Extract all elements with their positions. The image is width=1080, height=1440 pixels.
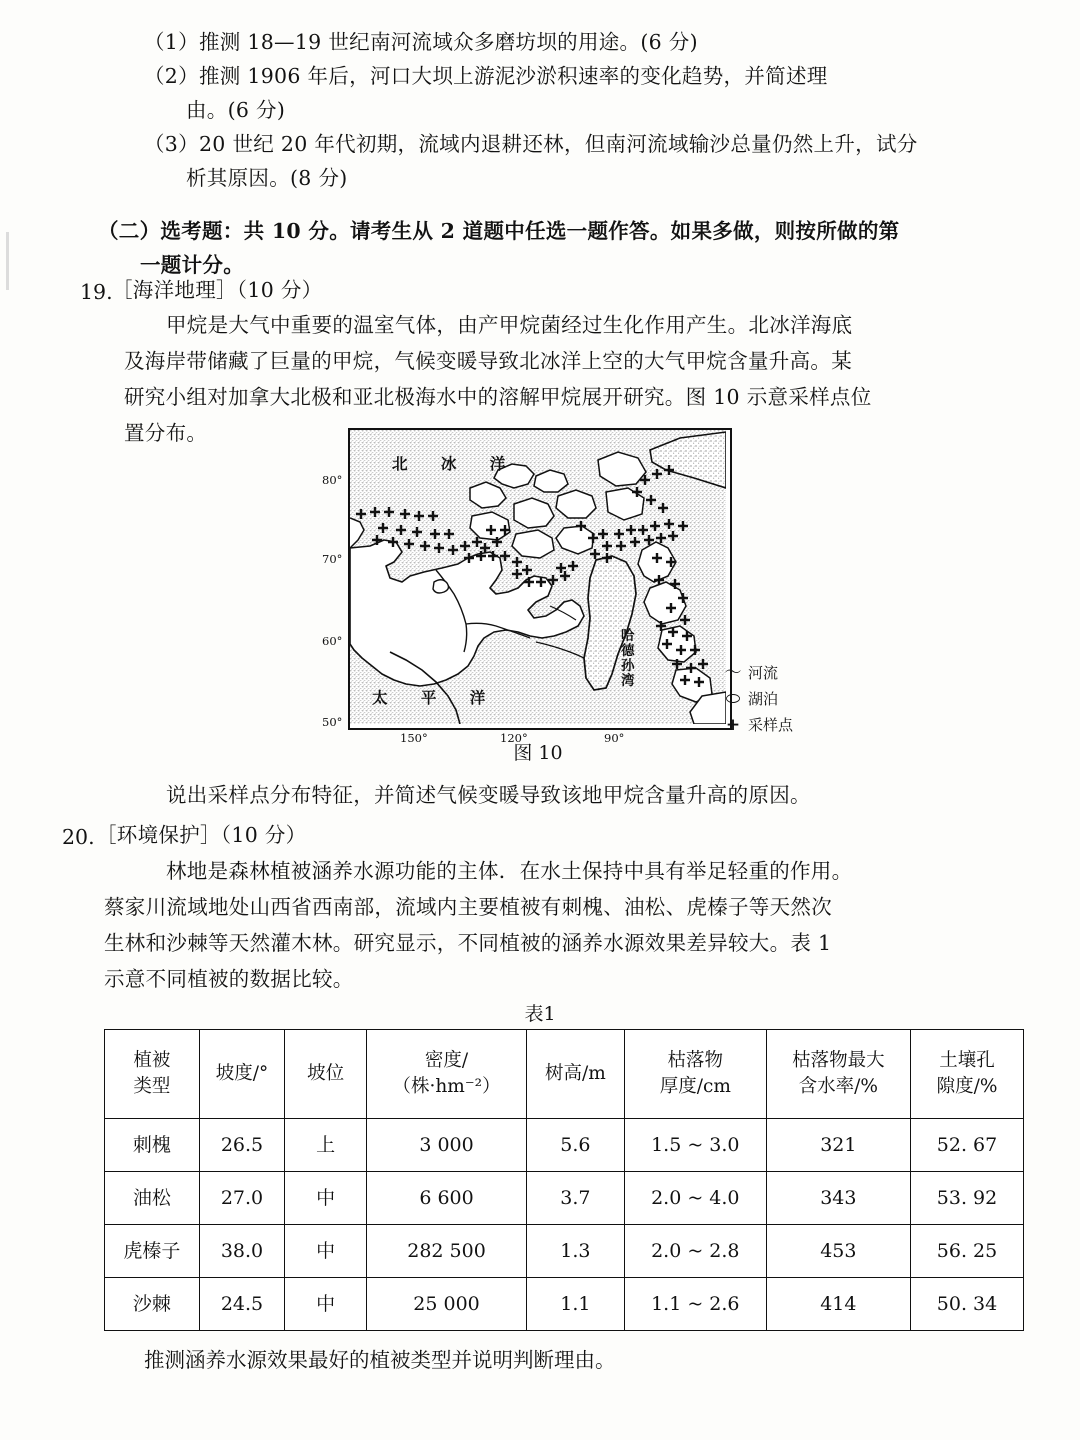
table-header-row <box>105 1030 1024 1119</box>
table-body <box>105 1119 1024 1331</box>
cell-vegetation-type: 虎榛子 <box>105 1225 200 1278</box>
cell-slope-gradient: 38.0 <box>199 1225 284 1278</box>
col-header-tree-height <box>526 1030 624 1119</box>
header-line-2: 隙度/% <box>936 1076 998 1097</box>
cell-vegetation-type: 沙棘 <box>105 1278 200 1331</box>
col-header-slope-position <box>285 1030 367 1119</box>
cell-slope-gradient: 27.0 <box>199 1172 284 1225</box>
cell-tree-height: 1.1 <box>526 1278 624 1331</box>
header-line-1: 坡位 <box>307 1063 345 1084</box>
cell-litter-thickness: 1.1 ~ 2.6 <box>624 1278 766 1331</box>
cell-density: 3 000 <box>367 1119 527 1172</box>
bay-label-hudson: 哈德孙湾 <box>621 628 635 689</box>
legend-row-river <box>718 660 793 686</box>
cell-litter-max-water-content: 414 <box>766 1278 910 1331</box>
cell-density: 25 000 <box>367 1278 527 1331</box>
table-row <box>105 1225 1024 1278</box>
question-20-body-line-3: 生林和沙棘等天然灌木林。研究显示，不同植被的涵养水源效果差异较大。表 1 <box>104 931 832 955</box>
question-18-part-3: （3）20 世纪 20 年代初期，流域内退耕还林，但南河流域输沙总量仍然上升，试分 <box>144 132 918 156</box>
cell-slope-position: 上 <box>285 1119 367 1172</box>
question-19-body-line-2: 及海岸带储藏了巨量的甲烷，气候变暖导致北冰洋上空的大气甲烷含量升高。某 <box>124 349 852 373</box>
cell-soil-porosity: 52. 67 <box>911 1119 1024 1172</box>
question-20-prompt: 推测涵养水源效果最好的植被类型并说明判断理由。 <box>144 1348 616 1372</box>
header-line-1: 土壤孔 <box>939 1050 995 1071</box>
page-edge-artifact <box>6 232 9 290</box>
col-header-litter-max-water-content <box>766 1030 910 1119</box>
legend-label-sample-point: 采样点 <box>748 716 794 734</box>
figure-10-caption: 图 10 <box>513 742 563 764</box>
section-header-line-2: 一题计分。 <box>140 253 244 277</box>
lon-tick-120: 120° <box>500 731 528 745</box>
header-line-1: 枯落物 <box>667 1050 724 1071</box>
cell-tree-height: 1.3 <box>526 1225 624 1278</box>
sample-point-icon: + <box>725 715 741 735</box>
cell-litter-max-water-content: 343 <box>766 1172 910 1225</box>
vegetation-data-table <box>104 1029 1024 1331</box>
lat-tick-50: 50° <box>322 715 343 729</box>
cell-slope-gradient: 24.5 <box>199 1278 284 1331</box>
lon-tick-150: 150° <box>400 731 428 745</box>
ocean-label-arctic: 北 冰 洋 <box>392 454 520 473</box>
cell-litter-max-water-content: 453 <box>766 1225 910 1278</box>
legend-row-lake <box>718 686 793 712</box>
question-20-body-line-2: 蔡家川流域地处山西省西南部，流域内主要植被有刺槐、油松、虎榛子等天然次 <box>104 895 832 919</box>
cell-soil-porosity: 56. 25 <box>911 1225 1024 1278</box>
lat-tick-60: 60° <box>322 634 343 648</box>
question-18-part-2: （2）推测 1906 年后，河口大坝上游泥沙淤积速率的变化趋势，并简述理 <box>144 64 828 88</box>
cell-density: 6 600 <box>367 1172 527 1225</box>
cell-slope-position: 中 <box>285 1278 367 1331</box>
cell-soil-porosity: 53. 92 <box>911 1172 1024 1225</box>
section-header-line-1: （二）选考题：共 10 分。请考生从 2 道题中任选一题作答。如果多做，则按所做的第 <box>98 219 900 243</box>
table-row <box>105 1278 1024 1331</box>
lake-icon: ⬭ <box>725 689 741 709</box>
question-18-part-1: （1）推测 18—19 世纪南河流域众多磨坊坝的用途。(6 分) <box>144 30 698 54</box>
question-20-number: 20. <box>62 825 95 849</box>
legend-row-sample-point <box>718 712 793 738</box>
question-19-body-line-3: 研究小组对加拿大北极和亚北极海水中的溶解甲烷展开研究。图 10 示意采样点位 <box>124 385 872 409</box>
question-19-title: ［海洋地理］（10 分） <box>112 278 323 302</box>
legend-label-lake: 湖泊 <box>748 690 779 708</box>
lon-tick-90: 90° <box>604 731 625 745</box>
col-header-litter-thickness <box>624 1030 766 1119</box>
question-20-body-line-4: 示意不同植被的数据比较。 <box>104 967 354 991</box>
cell-litter-thickness: 2.0 ~ 2.8 <box>624 1225 766 1278</box>
lat-tick-80: 80° <box>322 473 343 487</box>
table-row <box>105 1172 1024 1225</box>
cell-slope-position: 中 <box>285 1172 367 1225</box>
cell-litter-max-water-content: 321 <box>766 1119 910 1172</box>
col-header-density <box>367 1030 527 1119</box>
arctic-map-svg <box>350 430 726 724</box>
cell-vegetation-type: 油松 <box>105 1172 200 1225</box>
header-line-1: 坡度/° <box>215 1063 269 1084</box>
legend-label-river: 河流 <box>748 664 779 682</box>
header-line-2: 类型 <box>133 1076 171 1097</box>
question-19-body-line-1: 甲烷是大气中重要的温室气体，由产甲烷菌经过生化作用产生。北冰洋海底 <box>166 313 853 337</box>
header-line-1: 密度/ <box>424 1050 469 1071</box>
cell-slope-position: 中 <box>285 1225 367 1278</box>
table-1-caption: 表1 <box>524 1003 556 1025</box>
map-legend <box>718 660 793 738</box>
cell-litter-thickness: 1.5 ~ 3.0 <box>624 1119 766 1172</box>
header-line-1: 枯落物最大 <box>792 1050 885 1071</box>
col-header-vegetation-type <box>105 1030 200 1119</box>
lat-tick-70: 70° <box>322 552 343 566</box>
question-19-prompt: 说出采样点分布特征，并简述气候变暖导致该地甲烷含量升高的原因。 <box>166 783 811 807</box>
ocean-label-pacific: 太 平 洋 <box>372 688 500 707</box>
header-line-2: （株·hm⁻²） <box>392 1076 501 1097</box>
cell-tree-height: 5.6 <box>526 1119 624 1172</box>
cell-litter-thickness: 2.0 ~ 4.0 <box>624 1172 766 1225</box>
cell-density: 282 500 <box>367 1225 527 1278</box>
table-header <box>105 1030 1024 1119</box>
question-19-body-line-4: 置分布。 <box>124 421 208 445</box>
header-line-2: 厚度/cm <box>659 1076 731 1097</box>
question-18-part-2-cont: 由。(6 分) <box>186 98 286 122</box>
header-line-1: 树高/m <box>545 1063 606 1084</box>
cell-slope-gradient: 26.5 <box>199 1119 284 1172</box>
header-line-1: 植被 <box>133 1050 171 1071</box>
river-icon: 〜 <box>724 663 742 683</box>
cell-soil-porosity: 50. 34 <box>911 1278 1024 1331</box>
table-row <box>105 1119 1024 1172</box>
question-20-body-line-1: 林地是森林植被涵养水源功能的主体．在水土保持中具有举足轻重的作用。 <box>166 859 853 883</box>
cell-tree-height: 3.7 <box>526 1172 624 1225</box>
question-19-number: 19. <box>80 280 113 304</box>
col-header-slope-gradient <box>199 1030 284 1119</box>
col-header-soil-porosity <box>911 1030 1024 1119</box>
header-line-2: 含水率/% <box>798 1076 878 1097</box>
question-20-title: ［环境保护］（10 分） <box>96 823 307 847</box>
cell-vegetation-type: 刺槐 <box>105 1119 200 1172</box>
question-18-part-3-cont: 析其原因。(8 分) <box>186 166 348 190</box>
